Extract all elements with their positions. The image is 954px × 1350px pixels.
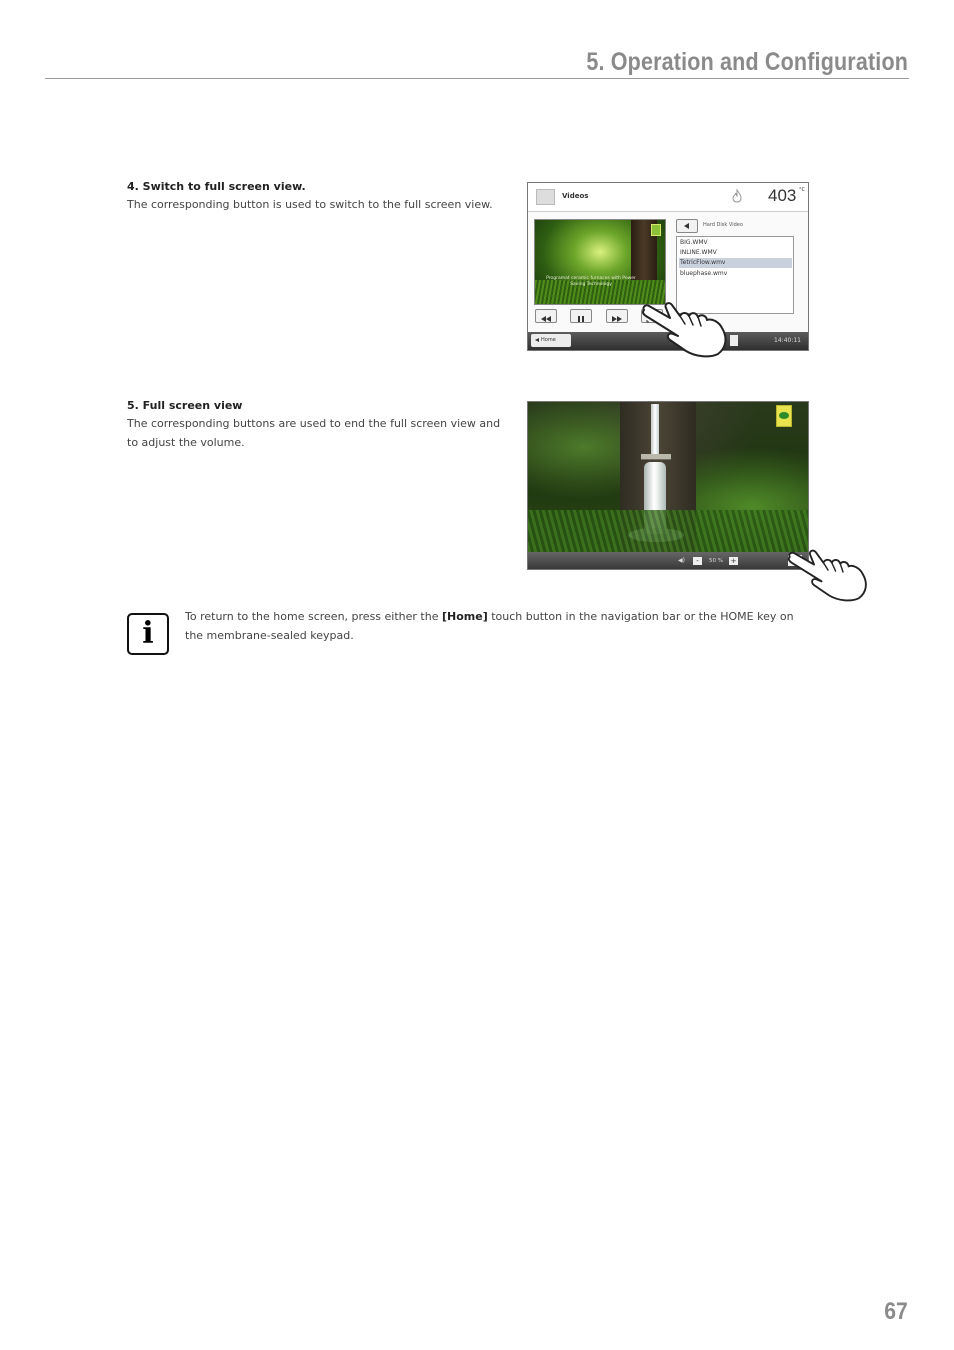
rewind-button[interactable] [535,309,557,323]
rewind-icon [536,313,556,325]
speaker-icon: ◀) [678,557,685,564]
clock: 14:40:11 [774,337,801,344]
screen-top-bar [528,183,808,212]
page-number: 67 [884,1298,908,1325]
hand-pointer-icon [640,294,732,358]
volume-down-button[interactable]: - [693,557,702,565]
home-button[interactable]: Home [531,334,571,347]
flame-icon [732,189,742,203]
videos-logo-icon [536,189,555,205]
chapter-title: 5. Operation and Configuration [586,48,908,76]
folder-label: Hard Disk Video [703,222,743,228]
info-icon: i [127,613,169,655]
fast-forward-icon [607,313,627,325]
file-list-item[interactable]: BIG.WMV [680,239,708,246]
pause-icon [571,313,591,325]
fullscreen-video-screen [527,401,809,570]
screen-title: Videos [562,192,589,200]
file-list-item[interactable]: bluephase.wmv [680,270,728,277]
file-list-item-selected[interactable]: TetricFlow.wmv [679,258,792,268]
folder-back-button[interactable] [676,219,698,233]
waterfall-video[interactable] [528,402,808,552]
step-4-title: 4. Switch to full screen view. [127,180,306,193]
file-list-item[interactable]: INLINE.WMV [680,249,717,256]
video-badge-icon [776,405,792,427]
hand-pointer-icon [786,542,872,602]
info-note [185,607,800,645]
volume-level: 50 % [709,558,723,564]
fullscreen-control-bar [528,552,808,569]
video-badge-icon [651,224,661,236]
info-text-before: To return to the home screen, press either the [185,610,442,623]
video-preview[interactable] [534,219,666,305]
step-5-title: 5. Full screen view [127,399,243,412]
step-4-text: The corresponding button is used to switch to the full screen view. [127,198,493,211]
temperature-readout: 403 [768,186,797,205]
info-text-bold: [Home] [441,610,488,623]
temperature-unit: °C [799,187,805,193]
info-text-after: touch button in the navigation bar or the HOME key on the membrane-sealed keypad. [185,610,794,642]
step-5-text: The corresponding buttons are used to end the full screen view and to adjust the volume. [127,417,501,449]
pause-button[interactable] [570,309,592,323]
header-divider [45,78,909,79]
volume-up-button[interactable]: + [730,557,737,565]
video-caption: Programat ceramic furnaces with Power Saving Technology [546,276,636,287]
fast-forward-button[interactable] [606,309,628,323]
